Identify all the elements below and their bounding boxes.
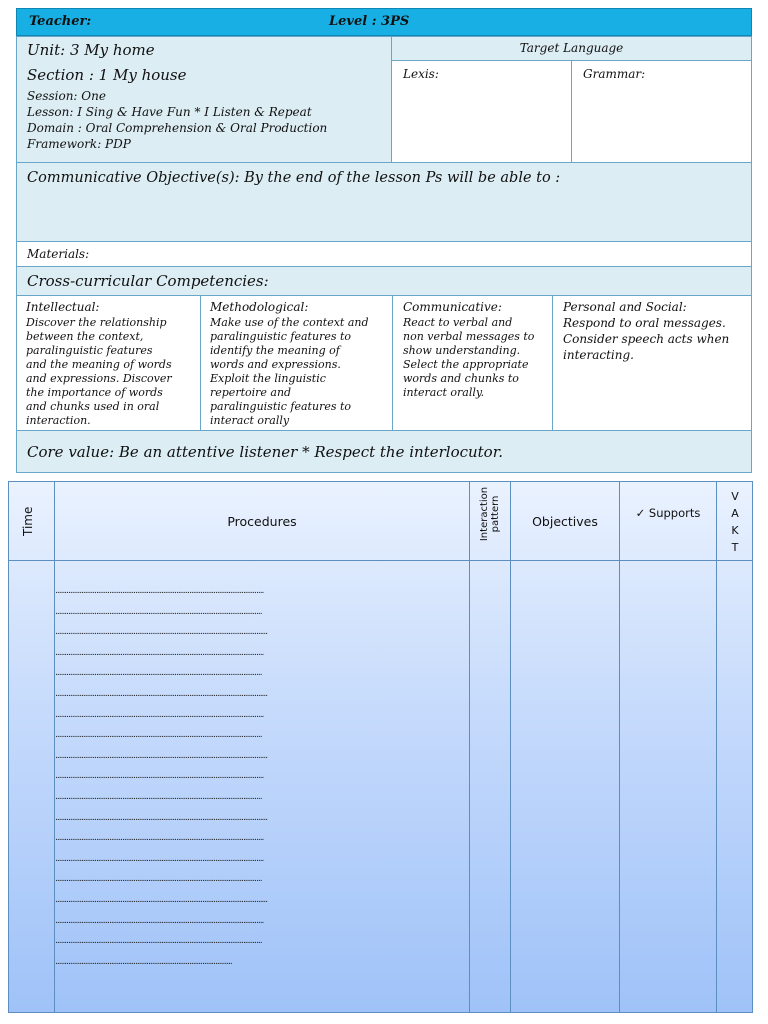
- objective-text: Communicative Objective(s): By the end of the lesson Ps will be able to :: [27, 170, 561, 186]
- vakt-v: V: [731, 490, 739, 503]
- competency-line: and chunks used in oral: [26, 400, 160, 413]
- dotted-line[interactable]: ...............................................................................................................: [55, 730, 262, 741]
- competency-line: interaction.: [26, 414, 91, 427]
- dotted-line[interactable]: ...............................................................................................................: [55, 668, 262, 679]
- dotted-line[interactable]: ................................................................................................................: [55, 915, 264, 926]
- competency-methodological: [200, 295, 393, 431]
- competency-line: interacting.: [563, 348, 634, 362]
- unit-info-cell: [16, 36, 392, 163]
- objectives-header: Objectives: [532, 514, 598, 529]
- dotted-line[interactable]: ..................................................................................................................: [55, 895, 268, 905]
- dotted-line[interactable]: ................................................................................................................: [55, 853, 264, 864]
- competency-line: paralinguistic features to: [210, 400, 352, 413]
- competency-line: Consider speech acts when: [563, 332, 730, 346]
- competency-line: between the context,: [26, 330, 144, 343]
- grammar-cell: [571, 60, 752, 163]
- core-value-text: Core value: Be an attentive listener * Respect the interlocutor.: [27, 443, 504, 461]
- lexis-label: Lexis:: [403, 67, 439, 81]
- dotted-line[interactable]: ..................................................................................................................: [55, 689, 268, 699]
- competency-line: words and expressions.: [210, 358, 341, 371]
- dotted-line[interactable]: ...............................................................................................: [55, 956, 232, 967]
- competency-line: interact orally: [210, 414, 290, 427]
- competency-intellectual: [16, 295, 201, 431]
- core-value-cell: [16, 430, 752, 473]
- competency-line: repertoire and: [210, 386, 292, 399]
- competency-line: the importance of words: [26, 386, 163, 399]
- dotted-line[interactable]: ...............................................................................................................: [55, 606, 262, 617]
- dotted-line[interactable]: ...............................................................................................................: [55, 874, 262, 885]
- competency-line: Exploit the linguistic: [210, 372, 326, 385]
- dotted-line[interactable]: ...............................................................................................................: [55, 936, 262, 947]
- competency-line: Respond to oral messages.: [563, 316, 726, 330]
- competency-line: Select the appropriate: [403, 358, 529, 371]
- competency-line: words and chunks to: [403, 372, 519, 385]
- cross-curricular-title: Cross-curricular Competencies:: [27, 272, 269, 290]
- competency-personal-social: [552, 295, 752, 431]
- competency-line: identify the meaning of: [210, 344, 340, 357]
- competency-title: Personal and Social:: [563, 300, 687, 314]
- vakt-a: A: [731, 507, 739, 520]
- dotted-line[interactable]: ................................................................................................................: [55, 647, 264, 658]
- time-header: Time: [21, 506, 35, 536]
- target-language-title: Target Language: [519, 41, 624, 55]
- competency-line: Make use of the context and: [210, 316, 369, 329]
- competency-line: non verbal messages to: [403, 330, 535, 343]
- lesson-line: Lesson: I Sing & Have Fun * I Listen & Repeat: [27, 105, 312, 119]
- framework-line: Framework: PDP: [27, 137, 131, 151]
- supports-header: ✓ Supports: [635, 506, 701, 520]
- competency-line: paralinguistic features to: [210, 330, 352, 343]
- domain-line: Domain : Oral Comprehension & Oral Production: [27, 121, 328, 135]
- cross-curricular-cell: [16, 266, 752, 296]
- level-label: Level : 3PS: [329, 14, 410, 29]
- dotted-line[interactable]: ..................................................................................................................: [55, 812, 268, 823]
- procedures-table: [8, 481, 753, 1013]
- target-language-cell: [391, 36, 752, 61]
- objective-cell: [16, 162, 752, 242]
- dotted-line[interactable]: ................................................................................................................: [55, 771, 264, 782]
- competency-line: interact orally.: [403, 386, 485, 399]
- competency-title: Methodological:: [210, 300, 309, 314]
- grammar-label: Grammar:: [583, 67, 646, 81]
- vakt-header: [717, 488, 753, 556]
- dotted-line[interactable]: ..................................................................................................................: [55, 627, 268, 638]
- competency-title: Intellectual:: [26, 300, 100, 314]
- teacher-label: Teacher:: [29, 14, 92, 29]
- session-line: Session: One: [27, 89, 106, 103]
- dotted-line[interactable]: ..................................................................................................................: [55, 750, 268, 761]
- section-line: Section : 1 My house: [27, 66, 187, 84]
- competency-line: and the meaning of words: [26, 358, 172, 371]
- vakt-t: T: [731, 541, 739, 554]
- competency-line: and expressions. Discover: [26, 372, 172, 385]
- vakt-k: K: [731, 524, 739, 537]
- competency-line: React to verbal and: [403, 316, 513, 329]
- materials-cell: [16, 241, 752, 267]
- lexis-cell: [391, 60, 572, 163]
- competency-line: show understanding.: [403, 344, 521, 357]
- interaction-pattern-header: Interaction pattern: [479, 486, 501, 542]
- dotted-line[interactable]: ................................................................................................................: [55, 586, 264, 596]
- competency-line: paralinguistic features: [26, 344, 153, 357]
- materials-label: Materials:: [27, 247, 90, 261]
- procedures-header: Procedures: [227, 514, 297, 529]
- unit-line: Unit: 3 My home: [27, 41, 155, 59]
- dotted-line[interactable]: ................................................................................................................: [55, 833, 264, 844]
- header-bar: [16, 8, 752, 36]
- competency-line: Discover the relationship: [26, 316, 167, 329]
- dotted-line[interactable]: ................................................................................................................: [55, 709, 264, 720]
- competency-communicative: [392, 295, 553, 431]
- competency-title: Communicative:: [403, 300, 502, 314]
- dotted-line[interactable]: ...............................................................................................................: [55, 792, 262, 802]
